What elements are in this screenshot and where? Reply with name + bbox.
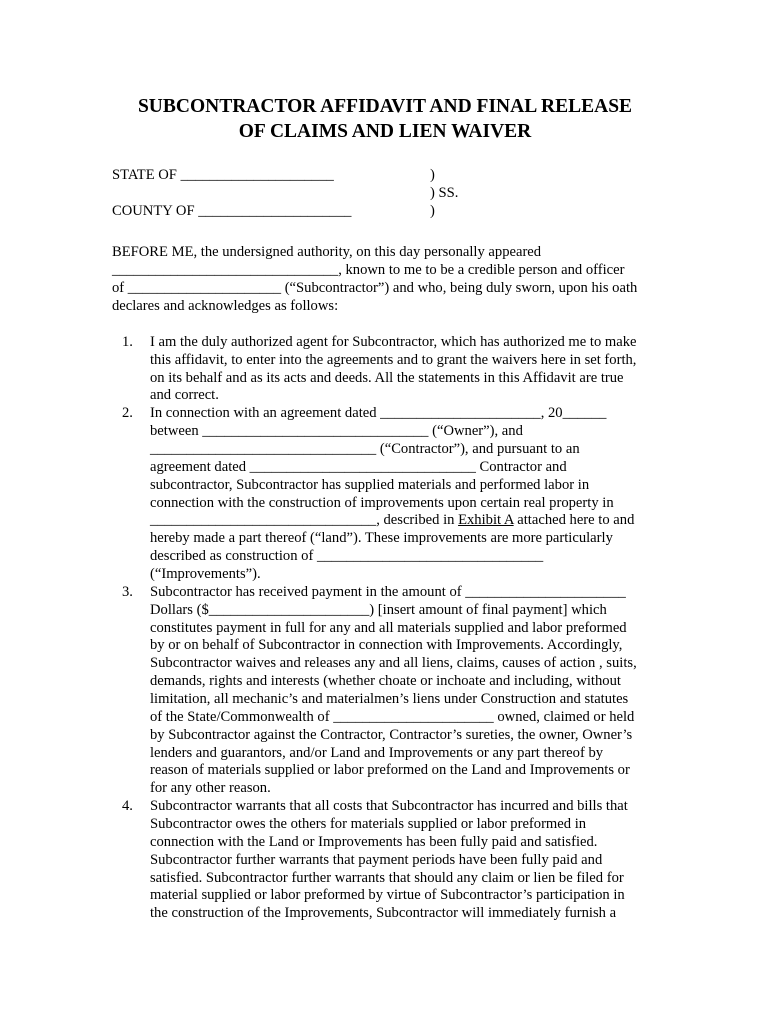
state-of-field: STATE OF _____________________	[112, 167, 334, 183]
item-number: 4.	[122, 798, 133, 814]
item-line: of the State/Commonwealth of ______________________ owned, claimed or held	[150, 709, 635, 725]
venue-ss: ) SS.	[430, 185, 459, 201]
item-line: (“Improvements”).	[150, 566, 261, 582]
intro-line: _______________________________, known to me to be a credible person and officer	[112, 262, 625, 278]
item-line-text: attached here to and	[513, 512, 635, 528]
item-number: 2.	[122, 405, 133, 421]
item-line: limitation, all mechanic’s and materialmen’s liens under Construction and statutes	[150, 691, 629, 707]
venue-paren-1: )	[430, 167, 435, 183]
item-line: Subcontractor waives and releases any and all liens, claims, causes of action , suits,	[150, 655, 637, 671]
item-number: 1.	[122, 334, 133, 350]
item-line: Subcontractor further warrants that payment periods have been fully paid and	[150, 852, 603, 868]
item-line: material supplied or labor preformed by virtue of Subcontractor’s participation in	[150, 887, 625, 903]
item-line: I am the duly authorized agent for Subcontractor, which has authorized me to make	[150, 334, 637, 350]
document-title-line-2: OF CLAIMS AND LIEN WAIVER	[238, 121, 532, 142]
item-line: Subcontractor warrants that all costs that Subcontractor has incurred and bills that	[150, 798, 628, 814]
item-line: connection with the Land or Improvements has been fully paid and satisfied.	[150, 834, 598, 850]
item-line: Subcontractor has received payment in the amount of ______________________	[150, 584, 626, 600]
item-line: In connection with an agreement dated ______________________, 20______	[150, 405, 607, 421]
item-line: constitutes payment in full for any and all materials supplied and labor preformed	[150, 620, 627, 636]
item-line: by or on behalf of Subcontractor in connection with Improvements. Accordingly,	[150, 637, 623, 653]
item-line: demands, rights and interests (whether choate or inchoate and including, without	[150, 673, 621, 689]
item-line: Dollars ($______________________) [insert amount of final payment] which	[150, 602, 607, 618]
item-line-text: _______________________________, described in	[150, 512, 455, 528]
item-line: subcontractor, Subcontractor has supplied materials and performed labor in	[150, 477, 590, 493]
item-line: lenders and guarantors, and/or Land and Improvements or any part thereof by	[150, 745, 604, 761]
document-title-line-1: SUBCONTRACTOR AFFIDAVIT AND FINAL RELEASE	[137, 96, 633, 117]
item-line: hereby made a part thereof (“land”). These improvements are more particularly	[150, 530, 613, 546]
item-line: for any other reason.	[150, 780, 271, 796]
item-line: _______________________________ (“Contractor”), and pursuant to an	[150, 441, 580, 457]
intro-line: of _____________________ (“Subcontractor”) and who, being duly sworn, upon his oath	[112, 280, 638, 296]
item-line: on its behalf and as its acts and deeds. All the statements in this Affidavit are true	[150, 370, 624, 386]
item-line: Subcontractor owes the others for materials supplied or labor preformed in	[150, 816, 587, 832]
item-line: this affidavit, to enter into the agreements and to grant the waivers here in set forth,	[150, 352, 637, 368]
item-line: connection with the construction of improvements upon certain real property in	[150, 495, 614, 511]
item-line: the construction of the Improvements, Subcontractor will immediately furnish a	[150, 905, 617, 921]
item-number: 3.	[122, 584, 133, 600]
item-line: reason of materials supplied or labor preformed on the Land and Improvements or	[150, 762, 630, 778]
item-line: by Subcontractor against the Contractor, Contractor’s sureties, the owner, Owner’s	[150, 727, 633, 743]
item-line: described as construction of _______________________________	[150, 548, 544, 564]
item-line: satisfied. Subcontractor further warrants that should any claim or lien be filed for	[150, 870, 624, 886]
exhibit-a-link[interactable]: Exhibit A	[458, 512, 514, 528]
intro-line: BEFORE ME, the undersigned authority, on this day personally appeared	[112, 244, 542, 260]
intro-line: declares and acknowledges as follows:	[112, 298, 339, 314]
item-line: between _______________________________ (“Owner”), and	[150, 423, 523, 439]
item-line: agreement dated _______________________________ Contractor and	[150, 459, 567, 475]
venue-paren-3: )	[430, 203, 435, 219]
county-of-field: COUNTY OF _____________________	[112, 203, 352, 219]
item-line: and correct.	[150, 387, 219, 403]
item-line-with-exhibit	[150, 511, 634, 529]
